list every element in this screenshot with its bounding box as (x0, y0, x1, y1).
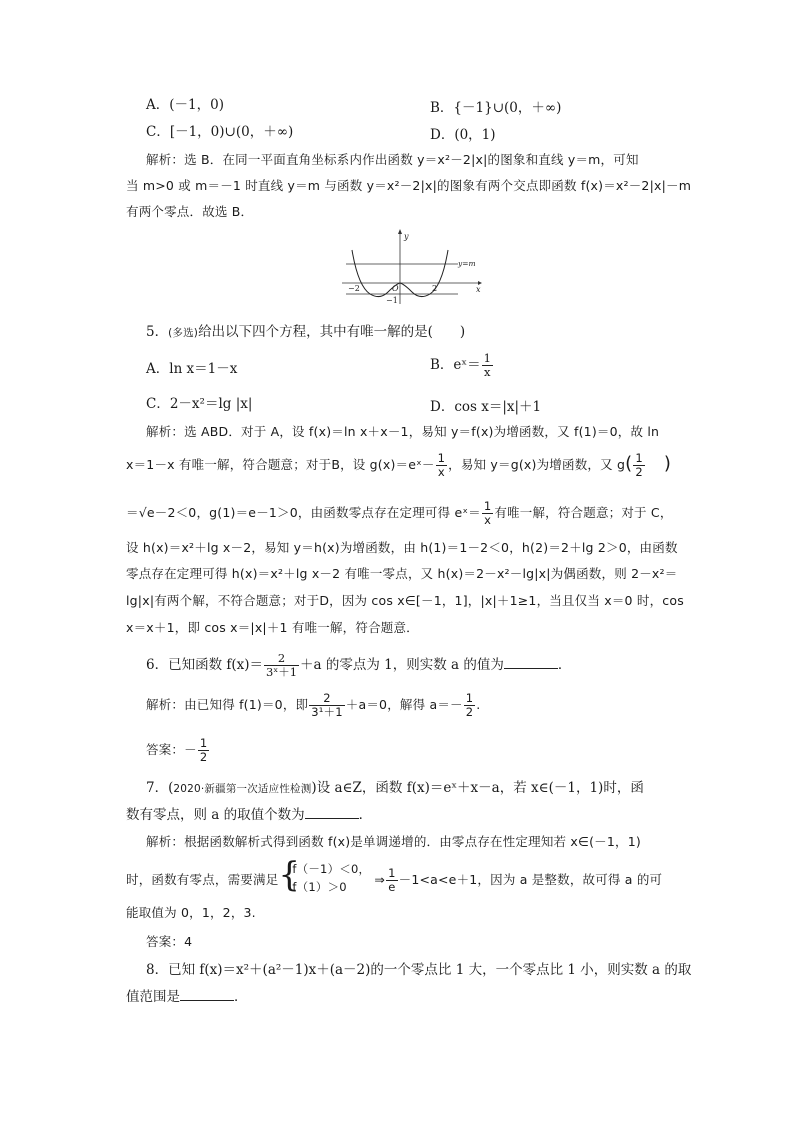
q5-tag: (多选) (168, 327, 199, 339)
q5-option-b-fraction: $\frac{1}{x}$ (483, 351, 491, 379)
q6-stem: 6．已知函数 f(x)＝ $\frac{2}{\text{3ˣ＋1}}$ ＋a 的零点为 1，则实数 a 的值为 ． (146, 651, 572, 679)
q6-answer: 答案：－ $\frac{1}{2}$ (146, 736, 208, 764)
q5-solution-line-7: x＝x＋1，即 cos x＝|x|＋1 有唯一解，符合题意． (126, 620, 419, 635)
q6-answer-blank[interactable] (504, 656, 558, 669)
q5-option-d: D．cos x＝|x|＋1 (430, 399, 542, 415)
q5-solution-line-6: lg|x|有两个解，不符合题意；对于D，因为 cos x∈[－1，1]，|x|＋1≥1，当且仅当 x＝0 时，cos (126, 593, 684, 608)
q7-answer-blank[interactable] (305, 806, 359, 819)
q5-solution-line-3: ＝√e－2＜0，g(1)＝e－1＞0，由函数零点存在定理可得 eˣ＝ $\frac{1}{x}$ 有唯一解，符合题意；对于 C， (126, 499, 673, 527)
graph-tick-neg2: −2 (348, 284, 360, 293)
q5-solution-line-2: x＝1－x 有唯一解，符合题意；对于B，设 g(x)＝eˣ－ $\frac{1}{x}$ ，易知 y＝g(x)为增函数，又 g( $\frac{1}{2}$ ) (126, 451, 672, 479)
q7-solution-line-3: 能取值为 0，1，2，3. (126, 905, 256, 920)
q4-function-graph (340, 228, 485, 306)
q5-stem-text: 给出以下四个方程，其中有唯一解的是( ) (198, 324, 466, 340)
q7-answer: 答案：4 (146, 934, 193, 949)
q7-tag: 2020·新疆第一次适应性检测 (173, 783, 312, 795)
q5-solution-line-4: 设 h(x)＝x²＋lg x－2，易知 y＝h(x)为增函数，由 h(1)＝1－2＜0，h(2)＝2＋lg 2＞0，由函数 (126, 540, 678, 555)
q5-option-a: A．ln x＝1－x (146, 361, 238, 377)
graph-line-label: y=m (458, 259, 476, 268)
q8-stem-line-1: 8．已知 f(x)＝x²＋(a²－1)x＋(a－2)的一个零点比 1 大，一个零点比 1 小，则实数 a 的取 (146, 962, 692, 978)
q5-solution-line-5: 零点存在定理可得 h(x)＝x²＋lg x－2 有唯一零点，又 h(x)＝2－x²－lg|x|为偶函数，则 2－x²＝ (126, 566, 678, 581)
q8-stem-line-2: 值范围是 ． (126, 989, 248, 1005)
q5-option-b-label: B．eˣ＝ (430, 357, 481, 373)
q4-option-a: A．(－1，0) (146, 97, 224, 113)
q4-solution-line-1: 解析：选 B．在同一平面直角坐标系内作出函数 y＝x²－2|x|的图象和直线 y＝m，可知 (146, 152, 639, 167)
q5-solution-line-1: 解析：选 ABD．对于 A，设 f(x)＝ln x＋x－1，易知 y＝f(x)为增函数，又 f(1)＝0，故 ln (146, 424, 660, 439)
graph-tick-neg1: −1 (386, 296, 398, 305)
q8-answer-blank[interactable] (180, 988, 234, 1001)
q7-stem-line-2: 数有零点，则 a 的取值个数为 ． (126, 807, 373, 823)
graph-y-label: y (404, 232, 409, 241)
q4-option-b: B．{－1}∪(0，＋∞) (430, 100, 562, 116)
q5-number: 5． (146, 324, 169, 340)
q5-stem (146, 323, 465, 342)
q6-solution: 解析：由已知得 f(1)＝0，即 $\frac{2}{\text{3¹＋1}}$ ＋a＝0，解得 a＝－ $\frac{1}{2}$ . (146, 691, 481, 719)
q4-option-c: C．[－1，0)∪(0，＋∞) (146, 124, 294, 140)
q7-inequality-system: { f（－1）＜0， f（1）＞0 (278, 854, 371, 895)
q4-option-d: D．(0，1) (430, 127, 496, 143)
q7-solution-line-2: 时，函数有零点，需要满足 { f（－1）＜0， f（1）＞0 ⇒ $\frac{1}{e}$ －1<a<e＋1，因为 a 是整数，故可得 a 的可 (126, 854, 663, 895)
graph-origin: O (392, 284, 399, 293)
graph-x-label: x (476, 285, 481, 294)
q4-solution-line-2: 当 m>0 或 m＝－1 时直线 y＝m 与函数 y＝x²－2|x|的图象有两个交点即函数 f(x)＝x²－2|x|－m (126, 178, 692, 193)
q5-option-c: C．2－x²＝lg |x| (146, 396, 253, 412)
graph-tick-2: 2 (432, 284, 438, 293)
q7-solution-line-1: 解析：根据函数解析式得到函数 f(x)是单调递增的．由零点存在性定理知若 x∈(－1，1) (146, 834, 641, 849)
q4-solution-line-3: 有两个零点．故选 B． (126, 204, 254, 219)
q7-stem-line-1: 7．(2020·新疆第一次适应性检测)设 a∈Z，函数 f(x)＝eˣ＋x－a，若 x∈(－1，1)时，函 (146, 780, 644, 796)
q5-option-b (430, 352, 494, 379)
